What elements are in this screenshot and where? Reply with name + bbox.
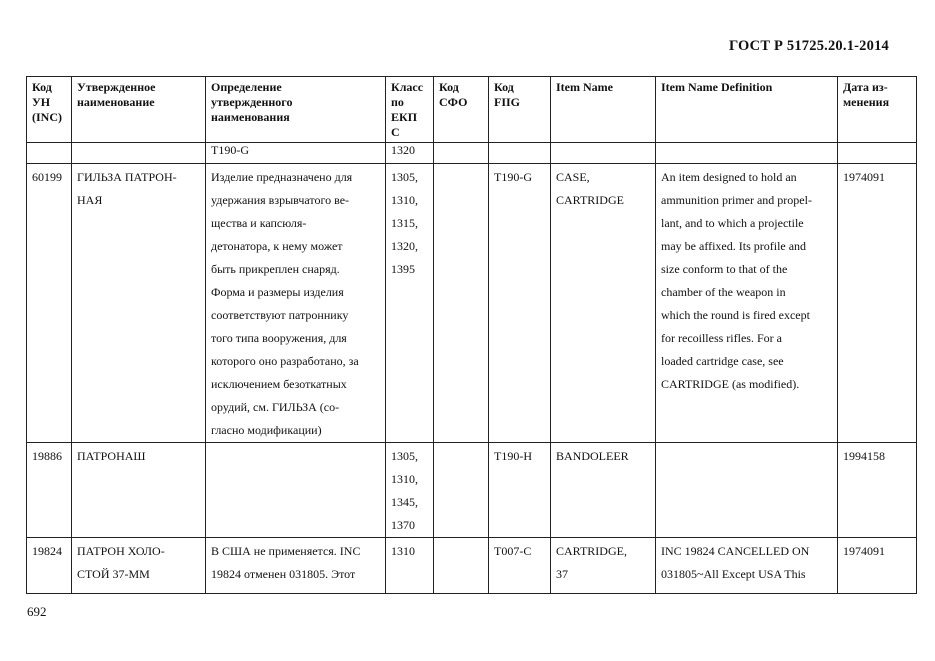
- cell-text-line: loaded cartridge case, see: [661, 354, 784, 368]
- cell-text-line: CASE,: [556, 170, 590, 184]
- cell-text-line: быть прикреплен снаряд.: [211, 262, 340, 276]
- cell-text-line: соответствуют патроннику: [211, 308, 349, 322]
- cell-text-line: size conform to that of the: [661, 262, 788, 276]
- cell-text-line: 1974091: [843, 544, 885, 558]
- cell-inc: [27, 443, 72, 538]
- nomenclature-table: [26, 76, 917, 594]
- header-text-line: Дата из-: [843, 80, 888, 94]
- header-text-line: С: [391, 125, 400, 139]
- cell-text-line: 1395: [391, 262, 415, 276]
- header-text-line: Код: [494, 80, 514, 94]
- header-text-line: FIIG: [494, 95, 521, 109]
- cell-class: 1320: [386, 143, 434, 164]
- cell-inc: [27, 538, 72, 594]
- header-text-line: Определение: [211, 80, 282, 94]
- cell-text-line: T190-G: [494, 170, 532, 184]
- col-header-change-date: [838, 77, 917, 143]
- cell-text-line: 1320,: [391, 239, 418, 253]
- cell-item-name: [551, 443, 656, 538]
- cell-class: [386, 538, 434, 594]
- header-text-line: Класс: [391, 80, 424, 94]
- cell-item-name: [551, 143, 656, 164]
- cell-text-line: удержания взрывчатого ве-: [211, 193, 350, 207]
- col-header-item-name-definition: [656, 77, 838, 143]
- cell-text-line: В США не применяется. INC: [211, 544, 361, 558]
- cell-text-line: chamber of the weapon in: [661, 285, 786, 299]
- cell-definition: T190-G: [206, 143, 386, 164]
- cell-date: [838, 538, 917, 594]
- cell-sfo: [434, 538, 489, 594]
- cell-text-line: того типа вооружения, для: [211, 331, 347, 345]
- col-header-class: [386, 77, 434, 143]
- cell-sfo: [434, 164, 489, 443]
- cell-text-line: ПАТРОН ХОЛО-: [77, 544, 165, 558]
- cell-text-line: СТОЙ 37-ММ: [77, 567, 150, 581]
- cell-text-line: гласно модификации): [211, 423, 322, 437]
- cell-class: [386, 443, 434, 538]
- cell-text-line: 1310,: [391, 472, 418, 486]
- cell-text-line: INC 19824 CANCELLED ON: [661, 544, 810, 558]
- table-row: [27, 538, 917, 594]
- header-text-line: наименование: [77, 95, 155, 109]
- cell-text-line: 1305,: [391, 170, 418, 184]
- cell-text-line: An item designed to hold an: [661, 170, 797, 184]
- cell-text-line: 1974091: [843, 170, 885, 184]
- cell-text-line: for recoilless rifles. For a: [661, 331, 782, 345]
- table-header-row: [27, 77, 917, 143]
- header-text-line: Код: [439, 80, 459, 94]
- col-header-approved-name: [72, 77, 206, 143]
- cell-item-def: [656, 538, 838, 594]
- cell-definition: [206, 538, 386, 594]
- cell-name: [72, 164, 206, 443]
- cell-name: [72, 443, 206, 538]
- cell-text-line: 19886: [32, 449, 62, 463]
- document-standard-title: ГОСТ Р 51725.20.1-2014: [728, 38, 889, 54]
- cell-text-line: which the round is fired except: [661, 308, 810, 322]
- cell-item-def: [656, 443, 838, 538]
- header-text-line: по: [391, 95, 404, 109]
- cell-text-line: 1345,: [391, 495, 418, 509]
- cell-text-line: CARTRIDGE,: [556, 544, 627, 558]
- cell-sfo: [434, 443, 489, 538]
- cell-text-line: BANDOLEER: [556, 449, 629, 463]
- header-text-line: Код: [32, 80, 52, 94]
- cell-name: [72, 143, 206, 164]
- header-text-line: утвержденного: [211, 95, 293, 109]
- col-header-definition: [206, 77, 386, 143]
- header-text-line: ЕКП: [391, 110, 418, 124]
- cell-text-line: 60199: [32, 170, 62, 184]
- cell-text-line: T007-C: [494, 544, 532, 558]
- header-text-line: менения: [843, 95, 890, 109]
- cell-item-name: [551, 164, 656, 443]
- header-text-line: СФО: [439, 95, 468, 109]
- cell-date: [838, 164, 917, 443]
- cell-text-line: ammunition primer and propel-: [661, 193, 812, 207]
- header-text-line: (INC): [32, 110, 62, 124]
- header-text-line: Item Name: [556, 80, 613, 94]
- col-header-inc: [27, 77, 72, 143]
- cell-text-line: щества и капсюля-: [211, 216, 307, 230]
- cell-text-line: Форма и размеры изделия: [211, 285, 344, 299]
- cell-fiig: [489, 164, 551, 443]
- cell-item-def: [656, 164, 838, 443]
- cell-item-name: [551, 538, 656, 594]
- cell-inc: [27, 143, 72, 164]
- cell-definition: [206, 443, 386, 538]
- cell-text-line: ПАТРОНАШ: [77, 449, 146, 463]
- cell-text-line: may be affixed. Its profile and: [661, 239, 807, 253]
- header-text-line: Утвержденное: [77, 80, 156, 94]
- cell-text-line: которого оно разработано, за: [211, 354, 359, 368]
- table-row: [27, 443, 917, 538]
- cell-text-line: исключением безоткатных: [211, 377, 347, 391]
- cell-text-line: lant, and to which a projectile: [661, 216, 804, 230]
- cell-name: [72, 538, 206, 594]
- col-header-fiig: [489, 77, 551, 143]
- table-row: [27, 164, 917, 443]
- cell-text-line: 1305,: [391, 449, 418, 463]
- cell-sfo: [434, 143, 489, 164]
- cell-text-line: 37: [556, 567, 568, 581]
- cell-definition: [206, 164, 386, 443]
- header-text-line: наименования: [211, 110, 290, 124]
- cell-text-line: 19824: [32, 544, 62, 558]
- cell-inc: [27, 164, 72, 443]
- cell-text-line: ГИЛЬЗА ПАТРОН-: [77, 170, 177, 184]
- cell-fiig: [489, 143, 551, 164]
- cell-text-line: T190-H: [494, 449, 532, 463]
- cell-text-line: НАЯ: [77, 193, 103, 207]
- cell-date: [838, 443, 917, 538]
- continuation-row: [27, 143, 917, 164]
- cell-text-line: 1370: [391, 518, 415, 532]
- cell-text-line: 1310,: [391, 193, 418, 207]
- cell-text-line: 1994158: [843, 449, 885, 463]
- col-header-item-name: [551, 77, 656, 143]
- header-text-line: Item Name Definition: [661, 80, 773, 94]
- cell-text-line: 19824 отменен 031805. Этот: [211, 567, 356, 581]
- page-number: 692: [27, 604, 47, 619]
- cell-class: [386, 164, 434, 443]
- cell-fiig: [489, 443, 551, 538]
- cell-text-line: CARTRIDGE (as modified).: [661, 377, 800, 391]
- cell-date: [838, 143, 917, 164]
- cell-text-line: детонатора, к нему может: [211, 239, 343, 253]
- col-header-sfo: [434, 77, 489, 143]
- cell-item-def: [656, 143, 838, 164]
- cell-text-line: 1315,: [391, 216, 418, 230]
- cell-fiig: [489, 538, 551, 594]
- cell-text-line: 1310: [391, 544, 415, 558]
- cell-text-line: 031805~All Except USA This: [661, 567, 806, 581]
- cell-text-line: Изделие предназначено для: [211, 170, 353, 184]
- cell-text-line: CARTRIDGE: [556, 193, 624, 207]
- header-text-line: УН: [32, 95, 51, 109]
- cell-text-line: орудий, см. ГИЛЬЗА (со-: [211, 400, 340, 414]
